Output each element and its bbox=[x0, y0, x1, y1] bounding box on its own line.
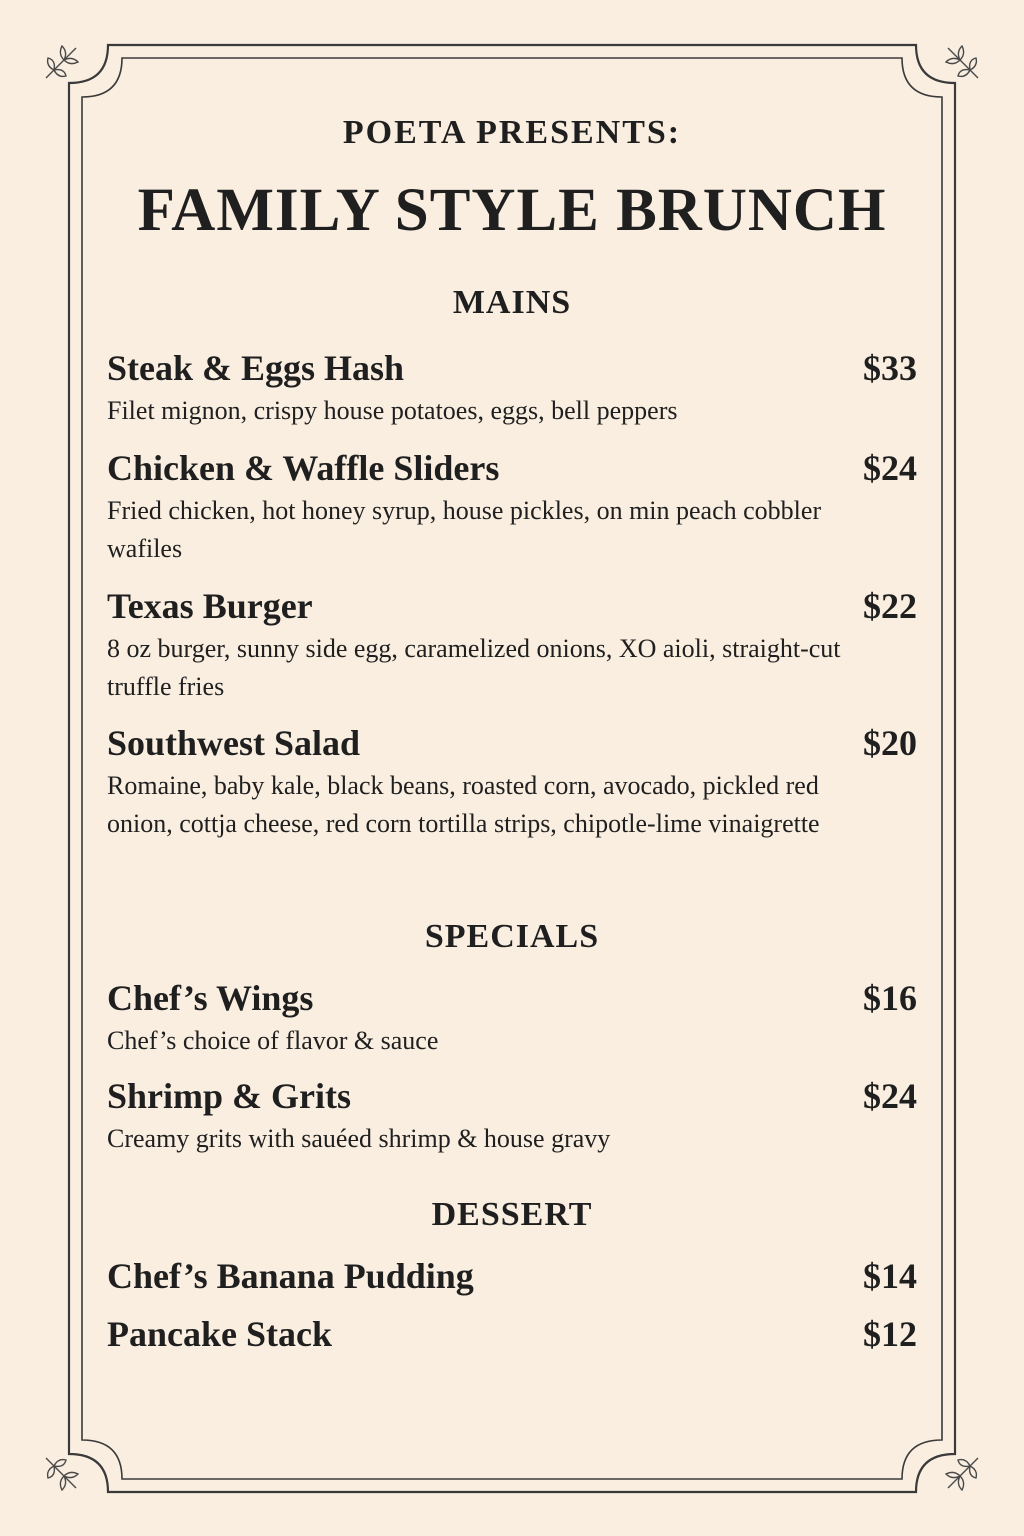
menu-item bbox=[107, 1254, 917, 1298]
item-name: Chef’s Banana Pudding bbox=[107, 1256, 474, 1296]
item-price: $14 bbox=[863, 1256, 917, 1296]
menu-item bbox=[107, 584, 917, 706]
leaf-sprig-icon bbox=[40, 40, 84, 84]
menu-title: FAMILY STYLE BRUNCH bbox=[137, 177, 887, 244]
item-name: Chicken & Waffle Sliders bbox=[107, 448, 500, 488]
item-name: Pancake Stack bbox=[107, 1314, 332, 1354]
item-description: 8 oz burger, sunny side egg, caramelized onions, XO aioli, straight-cut truffle fries bbox=[107, 634, 841, 701]
menu-item bbox=[107, 1074, 917, 1158]
item-name: Southwest Salad bbox=[107, 723, 361, 763]
leaf-sprig-icon bbox=[940, 40, 984, 84]
item-description: Chef’s choice of flavor & sauce bbox=[107, 1026, 439, 1055]
item-name: Steak & Eggs Hash bbox=[107, 348, 405, 388]
item-price: $16 bbox=[863, 978, 917, 1018]
item-price: $20 bbox=[863, 723, 917, 763]
item-price: $33 bbox=[863, 348, 917, 388]
item-description: Filet mignon, crispy house potatoes, eggs, bell peppers bbox=[107, 396, 678, 425]
section-heading-dessert: DESSERT bbox=[431, 1196, 593, 1233]
item-name: Texas Burger bbox=[107, 586, 313, 626]
section-heading-mains: MAINS bbox=[452, 284, 572, 321]
menu-item bbox=[107, 346, 917, 430]
leaf-sprig-icon bbox=[940, 1452, 984, 1496]
item-description: Creamy grits with sauéed shrimp & house gravy bbox=[107, 1124, 611, 1153]
item-price: $12 bbox=[863, 1314, 917, 1354]
section-heading-specials: SPECIALS bbox=[424, 918, 600, 955]
item-description: Fried chicken, hot honey syrup, house pickles, on min peach cobbler wafiles bbox=[107, 496, 822, 563]
item-name: Shrimp & Grits bbox=[107, 1076, 352, 1116]
menu-item bbox=[107, 976, 917, 1060]
presents-line: POETA PRESENTS: bbox=[342, 114, 682, 151]
item-price: $24 bbox=[863, 448, 917, 488]
item-price: $24 bbox=[863, 1076, 917, 1116]
item-price: $22 bbox=[863, 586, 917, 626]
item-name: Chef’s Wings bbox=[107, 978, 314, 1018]
menu-item bbox=[107, 721, 917, 843]
item-description: Romaine, baby kale, black beans, roasted corn, avocado, pickled red onion, cottja cheese, red corn tortilla strips, chipotle-lime vinaigrette bbox=[107, 771, 820, 838]
menu-item bbox=[107, 446, 917, 568]
leaf-sprig-icon bbox=[40, 1452, 84, 1496]
menu-item bbox=[107, 1312, 917, 1356]
